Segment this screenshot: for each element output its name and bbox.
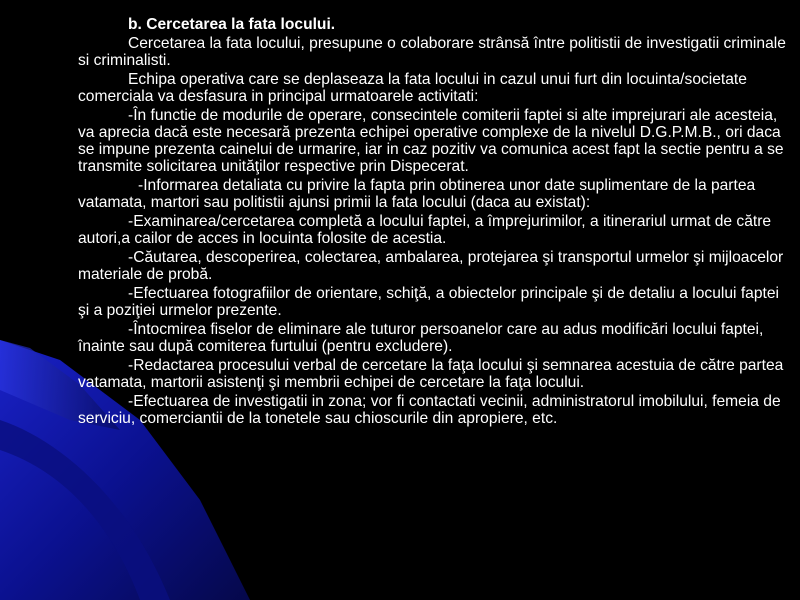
slide-title: b. Cercetarea la fata locului.	[128, 16, 336, 33]
paragraph-5: -Examinarea/cercetarea completă a locului faptei, a împrejurimilor, a itinerariul urmat de către autori,a cailor de acces in locuinta folosite de acestia.	[78, 213, 772, 247]
paragraph-10: -Efectuarea de investigatii in zona; vor fi contactati vecinii, administratorul imobilului, femeia de serviciu, comerciantii de la tonetele sau chioscurile din apropiere, etc.	[78, 393, 781, 427]
paragraph-3: -În functie de modurile de operare, consecintele comiterii faptei si alte imprejurari ale acesteia, va aprecia dacă este necesară prezenta echipei operative complexe de la nivelul D.G.P.M.B., ori daca se impune prezenta cainelui de urmarire, iar in caz pozitiv va comunica acest fapt la sectie pentru a se transmite solicitarea unităţilor respective prin Dispecerat.	[78, 107, 784, 175]
paragraph-7: -Efectuarea fotografiilor de orientare, schiţă, a obiectelor principale şi de detaliu a locului faptei şi a poziţiei urmelor prezente.	[78, 285, 779, 319]
paragraph-9: -Redactarea procesului verbal de cercetare la faţa locului şi semnarea acestuia de către partea vatamata, martorii asistenţi şi membrii echipei de cercetare la faţa locului.	[78, 357, 784, 391]
paragraph-1: Cercetarea la fata locului, presupune o colaborare strânsă între politistii de investigatii criminale si criminalisti.	[78, 35, 786, 69]
paragraph-4: -Informarea detaliata cu privire la fapta prin obtinerea unor date suplimentare de la partea vatamata, martori sau politistii ajunsi primii la fata locului (daca au existat):	[78, 177, 756, 211]
slide-content	[78, 16, 794, 429]
paragraph-2: Echipa operativa care se deplaseaza la fata locului in cazul unui furt din locuinta/societate comerciala va desfasura in principal urmatoarele activitati:	[78, 71, 747, 105]
paragraph-6: -Căutarea, descoperirea, colectarea, ambalarea, protejarea şi transportul urmelor şi mijloacelor materiale de probă.	[78, 249, 784, 283]
paragraph-8: -Întocmirea fiselor de eliminare ale tuturor persoanelor care au adus modificări locului faptei, înainte sau după comiterea furtului (pentru excludere).	[78, 321, 764, 355]
